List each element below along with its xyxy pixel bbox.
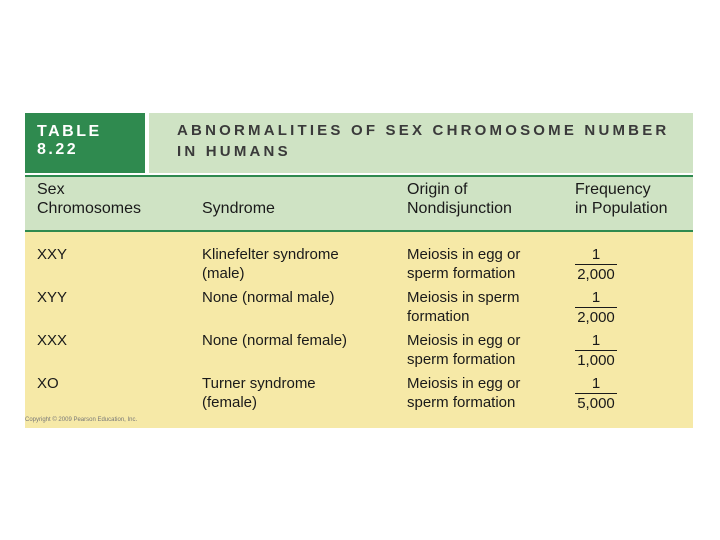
cell-frequency: [575, 374, 617, 413]
cell-text: (male): [202, 265, 245, 282]
frequency-numerator: 1: [575, 288, 617, 308]
cell-syndrome: [202, 331, 347, 350]
cell-frequency: [575, 245, 617, 284]
cell-text: None (normal female): [202, 332, 348, 349]
cell-text: Meiosis in sperm: [407, 289, 520, 306]
header-text: Origin of: [407, 181, 468, 198]
cell-text: (female): [202, 394, 258, 411]
cell-syndrome: [202, 245, 339, 283]
header-text: Nondisjunction: [407, 200, 512, 217]
cell-text: sperm formation: [407, 265, 516, 282]
table-body: [25, 232, 693, 428]
table-title-line-2: IN HUMANS: [177, 143, 291, 160]
frequency-numerator: 1: [575, 245, 617, 265]
frequency-denominator: 1,000: [577, 352, 615, 369]
cell-chromosomes: XYY: [37, 289, 68, 306]
frequency-denominator: 2,000: [577, 266, 615, 283]
frequency-numerator: 1: [575, 331, 617, 351]
column-header-row: [25, 175, 693, 232]
header-syndrome: [202, 199, 275, 218]
table-title-bar: [25, 113, 693, 173]
header-text: Chromosomes: [37, 200, 142, 217]
header-frequency: [575, 180, 668, 218]
header-text: Sex: [37, 181, 65, 198]
cell-syndrome: [202, 288, 335, 307]
cell-text: Meiosis in egg or: [407, 332, 521, 349]
cell-chromosomes: XXY: [37, 246, 68, 263]
cell-frequency: [575, 331, 617, 370]
cell-text: None (normal male): [202, 289, 335, 306]
cell-origin: [407, 288, 520, 326]
cell-text: Meiosis in egg or: [407, 246, 521, 263]
table-title-line-1: ABNORMALITIES OF SEX CHROMOSOME NUMBER: [177, 122, 670, 139]
cell-text: Klinefelter syndrome: [202, 246, 339, 263]
header-text: Syndrome: [202, 200, 275, 217]
header-text: in Population: [575, 200, 668, 217]
frequency-numerator: 1: [575, 374, 617, 394]
header-origin: [407, 180, 512, 218]
cell-origin: [407, 331, 520, 369]
table-number-label: TABLE 8.22: [25, 113, 149, 173]
data-table: [25, 113, 693, 428]
table-row: [25, 328, 693, 371]
cell-frequency: [575, 288, 617, 327]
cell-text: formation: [407, 308, 470, 325]
header-text: Frequency: [575, 181, 651, 198]
cell-chromosomes: XXX: [37, 332, 68, 349]
frequency-denominator: 5,000: [577, 395, 615, 412]
copyright-notice: Copyright © 2009 Pearson Education, Inc.: [25, 417, 138, 423]
cell-text: Turner syndrome: [202, 375, 316, 392]
cell-origin: [407, 374, 520, 412]
frequency-denominator: 2,000: [577, 309, 615, 326]
cell-origin: [407, 245, 520, 283]
table-title: [149, 113, 693, 173]
table-row: [25, 242, 693, 285]
cell-chromosomes: XO: [37, 375, 59, 392]
header-sex-chromosomes: [37, 180, 141, 218]
cell-text: sperm formation: [407, 351, 516, 368]
table-row: [25, 371, 693, 414]
table-row: [25, 285, 693, 328]
cell-syndrome: [202, 374, 316, 412]
cell-text: Meiosis in egg or: [407, 375, 521, 392]
cell-text: sperm formation: [407, 394, 516, 411]
